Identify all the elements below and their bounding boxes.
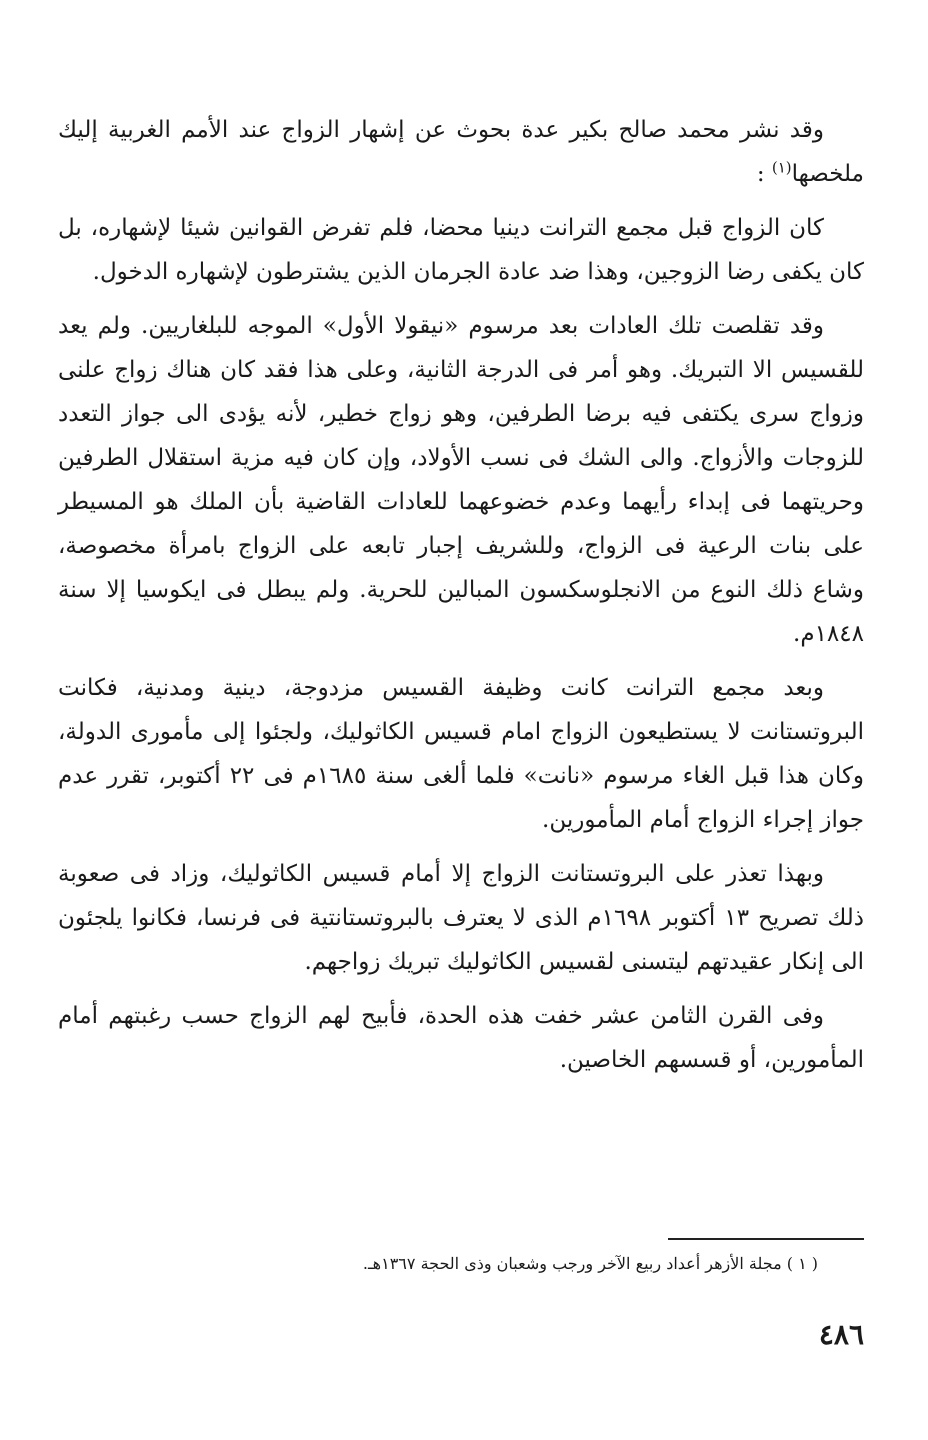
footnote: ( ١ ) مجلة الأزهر أعداد ربيع الآخر ورجب وشعبان وذى الحجة ١٣٦٧هـ. [362,1254,818,1273]
paragraph-intro-text: وقد نشر محمد صالح بكير عدة بحوث عن إشهار الزواج عند الأمم الغربية إليك ملخصها [58,117,864,187]
paragraph-5: وفى القرن الثامن عشر خفت هذه الحدة، فأبيح لهم الزواج حسب رغبتهم أمام المأمورين، أو قسسهم الخاصين. [58,1003,864,1073]
paragraph-intro [58,108,864,196]
paragraph-intro-colon: : [756,161,765,187]
paragraph-4: وبهذا تعذر على البروتستانت الزواج إلا أمام قسيس الكاثوليك، وزاد فى صعوبة ذلك تصريح ١٣ أكتوبر ١٦٩٨م الذى لا يعترف بالبروتستانتية فى فرنسا، فكانوا يلجئون الى إنكار عقيدتهم ليتسنى لقسيس الكاثوليك تبريك زواجهم. [58,861,864,975]
paragraph-2: وقد تقلصت تلك العادات بعد مرسوم «نيقولا الأول» الموجه للبلغاريين. ولم يعد للقسيس الا التبريك. وهو أمر فى الدرجة الثانية، وعلى هذا فقد كان هناك زواج علنى وزواج سرى يكتفى فيه برضا الطرفين، وهو زواج خطير، لأنه يؤدى الى جواز التعدد للزوجات والأزواج. والى الشك فى نسب الأولاد، وإن كان فيه مزية استقلال الطرفين وحريتهما فى إبداء رأيهما وعدم خضوعهما للعادات القاضية بأن الملك هو المسيطر على بنات الرعية فى الزواج، وللشريف إجبار تابعه على الزواج بامرأة مخصوصة، وشاع ذلك النوع من الانجلوسكسون المبالين للحرية. ولم يبطل فى ايكوسيا إلا سنة ١٨٤٨م. [58,313,864,647]
paragraph-3: وبعد مجمع الترانت كانت وظيفة القسيس مزدوجة، دينية ومدنية، فكانت البروتستانت لا يستطيعون الزواج امام قسيس الكاثوليك، ولجئوا إلى مأمورى الدولة، وكان هذا قبل الغاء مرسوم «نانت» فلما ألغى سنة ١٦٨٥م فى ٢٢ أكتوبر، تقرر عدم جواز إجراء الزواج أمام المأمورين. [58,675,864,833]
page-number: ٤٨٦ [818,1318,864,1351]
footnote-divider [668,1238,864,1240]
footnote-reference: (١) [771,158,792,177]
paragraph-1: كان الزواج قبل مجمع الترانت دينيا محضا، فلم تفرض القوانين شيئا لإشهاره، بل كان يكفى رضا الزوجين، وهذا ضد عادة الجرمان الذين يشترطون لإشهاره الدخول. [58,215,864,285]
page-body [58,108,864,1092]
